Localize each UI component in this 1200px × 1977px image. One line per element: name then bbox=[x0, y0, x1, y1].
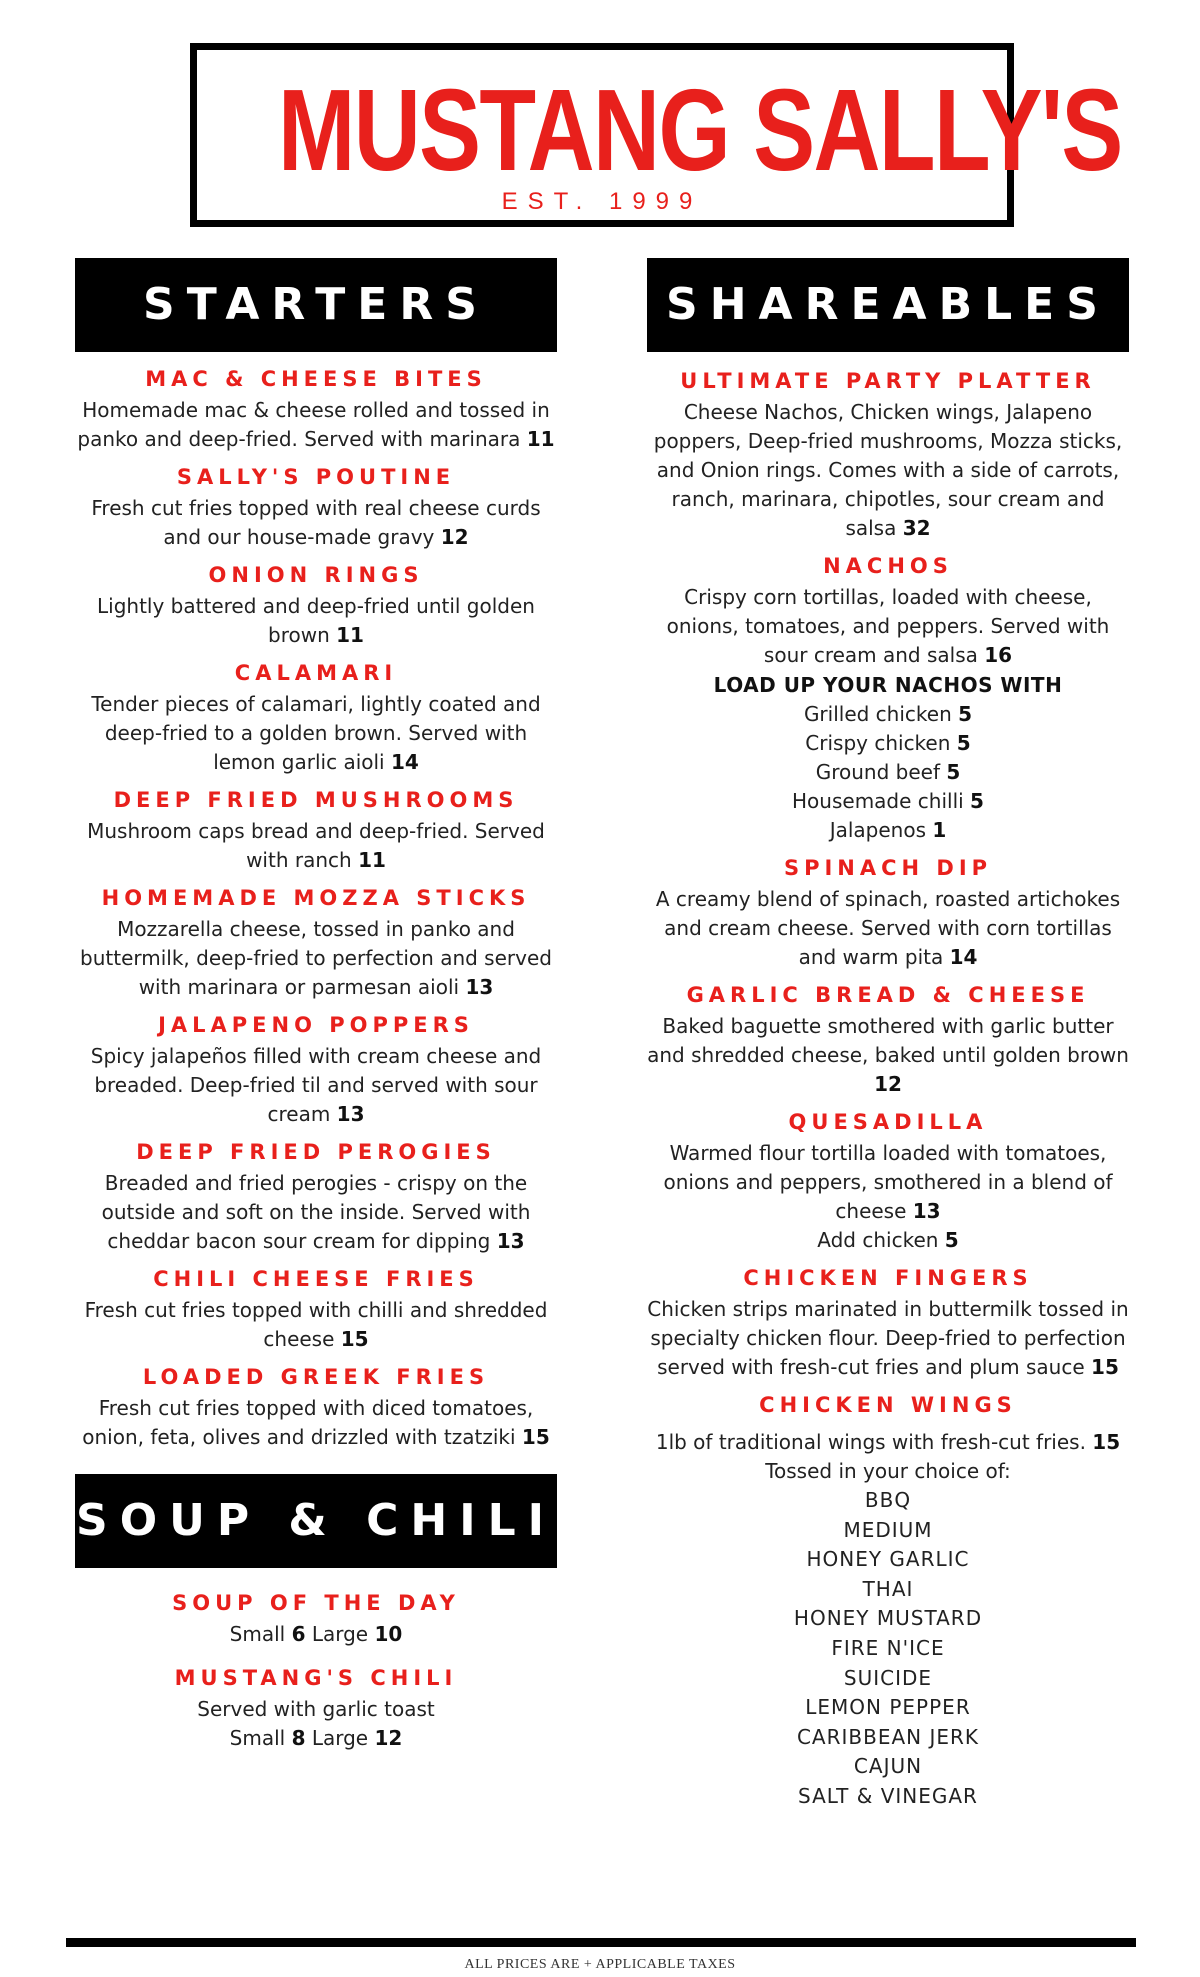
item-name: CALAMARI bbox=[234, 661, 398, 685]
item-price: 13 bbox=[465, 975, 494, 999]
menu-item bbox=[75, 658, 557, 777]
menu-item bbox=[75, 1010, 557, 1129]
tossed-label: Tossed in your choice of: bbox=[765, 1459, 1011, 1483]
item-price: 15 bbox=[340, 1327, 369, 1351]
item-name: LOADED GREEK FRIES bbox=[142, 1365, 490, 1389]
left-column bbox=[75, 258, 557, 1761]
item-price: 15 bbox=[1092, 1430, 1121, 1454]
item-sizes bbox=[75, 1724, 557, 1753]
wing-flavor: LEMON PEPPER bbox=[805, 1695, 971, 1720]
item-description: Mushroom caps bread and deep-fried. Served with ranch 11 bbox=[87, 819, 545, 872]
small-label: Small bbox=[229, 1726, 286, 1750]
large-price: 10 bbox=[374, 1622, 403, 1646]
nacho-topping: Grilled chicken 5 bbox=[803, 702, 973, 726]
shareables-header: SHAREABLES bbox=[647, 258, 1129, 352]
small-price: 8 bbox=[291, 1726, 306, 1750]
menu-item-quesadilla bbox=[647, 1107, 1129, 1255]
menu-item bbox=[75, 560, 557, 650]
item-price: 16 bbox=[984, 643, 1013, 667]
item-description: Fresh cut fries topped with chilli and shredded cheese 15 bbox=[84, 1298, 548, 1351]
wing-flavor: CAJUN bbox=[853, 1754, 923, 1779]
small-label: Small bbox=[229, 1622, 286, 1646]
footer-note: ALL PRICES ARE + APPLICABLE TAXES bbox=[464, 1957, 736, 1972]
established-text: EST. 1999 bbox=[501, 188, 703, 215]
item-price: 11 bbox=[358, 848, 386, 872]
menu-item bbox=[75, 1137, 557, 1256]
item-price: 11 bbox=[526, 427, 555, 451]
shareables-list bbox=[647, 352, 1129, 1812]
item-price: 14 bbox=[390, 750, 419, 774]
item-name: NACHOS bbox=[823, 554, 953, 578]
item-name: CHILI CHEESE FRIES bbox=[153, 1267, 479, 1291]
wing-flavor: SUICIDE bbox=[843, 1665, 933, 1690]
item-description: Mozzarella cheese, tossed in panko and buttermilk, deep-fried to perfection and served with marinara or parmesan aioli 13 bbox=[80, 917, 552, 999]
item-price: 13 bbox=[336, 1102, 365, 1126]
item-name: CHICKEN FINGERS bbox=[743, 1266, 1033, 1290]
menu-item bbox=[75, 1264, 557, 1354]
nacho-topping: Ground beef 5 bbox=[815, 760, 961, 784]
item-price: 13 bbox=[496, 1229, 525, 1253]
item-description: Served with garlic toast bbox=[197, 1697, 435, 1721]
item-name: ONION RINGS bbox=[208, 563, 424, 587]
item-name: HOMEMADE MOZZA STICKS bbox=[101, 886, 531, 910]
item-name: DEEP FRIED MUSHROOMS bbox=[113, 788, 519, 812]
item-description: Tender pieces of calamari, lightly coated and deep-fried to a golden brown. Served with lemon garlic aioli 14 bbox=[91, 692, 541, 774]
wing-flavors-list bbox=[647, 1486, 1129, 1812]
menu-item bbox=[75, 462, 557, 552]
menu-item-soup-of-the-day bbox=[75, 1588, 557, 1649]
footer-rule bbox=[66, 1938, 1136, 1947]
wing-flavor: SALT & VINEGAR bbox=[798, 1783, 978, 1808]
item-sizes bbox=[75, 1620, 557, 1649]
item-name: ULTIMATE PARTY PLATTER bbox=[680, 369, 1096, 393]
item-price: 11 bbox=[336, 623, 364, 647]
nacho-toppings-list bbox=[647, 700, 1129, 845]
wing-flavor: FIRE N'ICE bbox=[831, 1635, 945, 1660]
restaurant-name: MUSTANG SALLY'S bbox=[278, 65, 1122, 195]
small-price: 6 bbox=[291, 1622, 306, 1646]
menu-item-garlic-bread-cheese bbox=[647, 980, 1129, 1099]
item-price: 12 bbox=[874, 1072, 902, 1096]
wing-flavor: CARIBBEAN JERK bbox=[796, 1724, 980, 1749]
right-column bbox=[647, 258, 1129, 1820]
menu-item bbox=[75, 785, 557, 875]
item-price: 32 bbox=[902, 516, 931, 540]
item-price: 14 bbox=[949, 945, 978, 969]
item-name: JALAPENO POPPERS bbox=[158, 1013, 474, 1037]
item-name: SALLY'S POUTINE bbox=[176, 465, 456, 489]
menu-item bbox=[75, 1362, 557, 1452]
item-price: 15 bbox=[521, 1425, 550, 1449]
item-description: Breaded and fried perogies - crispy on the outside and soft on the inside. Served with cheddar bacon sour cream for dipping 13 bbox=[101, 1171, 531, 1253]
wing-flavor: THAI bbox=[862, 1576, 914, 1601]
wing-flavor: HONEY MUSTARD bbox=[793, 1606, 983, 1631]
menu-item bbox=[75, 883, 557, 1002]
item-name: CHICKEN WINGS bbox=[759, 1393, 1017, 1417]
item-description: Warmed flour tortilla loaded with tomatoes, onions and peppers, smothered in a blend of cheese 13 bbox=[663, 1141, 1113, 1223]
item-description: Crispy corn tortillas, loaded with cheese, onions, tomatoes, and peppers. Served with sour cream and salsa 16 bbox=[666, 585, 1110, 667]
item-description: Lightly battered and deep-fried until golden brown 11 bbox=[97, 594, 535, 647]
item-description: Spicy jalapeños filled with cream cheese and breaded. Deep-fried til and served with sour cream 13 bbox=[90, 1044, 542, 1126]
menu-item-chicken-fingers bbox=[647, 1263, 1129, 1382]
large-label: Large bbox=[311, 1622, 369, 1646]
starters-list bbox=[75, 352, 557, 1452]
menu-item-ultimate-party-platter bbox=[647, 366, 1129, 543]
menu-item-chicken-wings bbox=[647, 1390, 1129, 1812]
large-price: 12 bbox=[374, 1726, 403, 1750]
item-description: Fresh cut fries topped with diced tomatoes, onion, feta, olives and drizzled with tzatziki 15 bbox=[82, 1396, 550, 1449]
wing-flavor: HONEY GARLIC bbox=[806, 1547, 970, 1572]
item-name: SPINACH DIP bbox=[783, 856, 993, 880]
item-description: Cheese Nachos, Chicken wings, Jalapeno poppers, Deep-fried mushrooms, Mozza sticks, and Onion rings. Comes with a side of carrots, ranch, marinara, chipotles, sour cream and salsa 32 bbox=[653, 400, 1123, 540]
nacho-topping: Jalapenos 1 bbox=[829, 818, 947, 842]
nacho-topping: Housemade chilli 5 bbox=[792, 789, 984, 813]
item-price: 15 bbox=[1091, 1355, 1119, 1379]
menu-item bbox=[75, 364, 557, 454]
soup-list bbox=[75, 1568, 557, 1753]
item-name: DEEP FRIED PEROGIES bbox=[136, 1140, 496, 1164]
menu-item-nachos bbox=[647, 551, 1129, 845]
item-name: SOUP OF THE DAY bbox=[172, 1591, 460, 1615]
add-chicken: Add chicken 5 bbox=[817, 1228, 959, 1252]
item-description: A creamy blend of spinach, roasted artichokes and cream cheese. Served with corn tortillas and warm pita 14 bbox=[655, 887, 1121, 969]
item-description: 1lb of traditional wings with fresh-cut fries. 15 bbox=[655, 1430, 1121, 1454]
item-description: Homemade mac & cheese rolled and tossed in panko and deep-fried. Served with marinara 11 bbox=[77, 398, 555, 451]
wing-flavor: MEDIUM bbox=[843, 1517, 933, 1542]
item-name: MUSTANG'S CHILI bbox=[174, 1666, 458, 1690]
item-name: QUESADILLA bbox=[788, 1110, 988, 1134]
menu-item-mustangs-chili bbox=[75, 1663, 557, 1753]
item-name: GARLIC BREAD & CHEESE bbox=[686, 983, 1090, 1007]
menu-item-spinach-dip bbox=[647, 853, 1129, 972]
item-price: 13 bbox=[912, 1199, 941, 1223]
item-description: Chicken strips marinated in buttermilk tossed in specialty chicken flour. Deep-fried to perfection served with fresh-cut fries and plum sauce 15 bbox=[647, 1297, 1129, 1379]
soup-chili-header: SOUP & CHILI bbox=[75, 1474, 557, 1568]
nacho-topping: Crispy chicken 5 bbox=[805, 731, 971, 755]
wing-flavor: BBQ bbox=[864, 1488, 912, 1512]
item-description: Fresh cut fries topped with real cheese curds and our house-made gravy 12 bbox=[91, 496, 541, 549]
large-label: Large bbox=[311, 1726, 369, 1750]
logo bbox=[190, 43, 1122, 227]
load-up-heading: LOAD UP YOUR NACHOS WITH bbox=[713, 673, 1063, 697]
starters-header: STARTERS bbox=[75, 258, 557, 352]
item-description: Baked baguette smothered with garlic butter and shredded cheese, baked until golden brown 12 bbox=[647, 1014, 1129, 1096]
item-price: 12 bbox=[440, 525, 469, 549]
item-name: MAC & CHEESE BITES bbox=[145, 367, 487, 391]
